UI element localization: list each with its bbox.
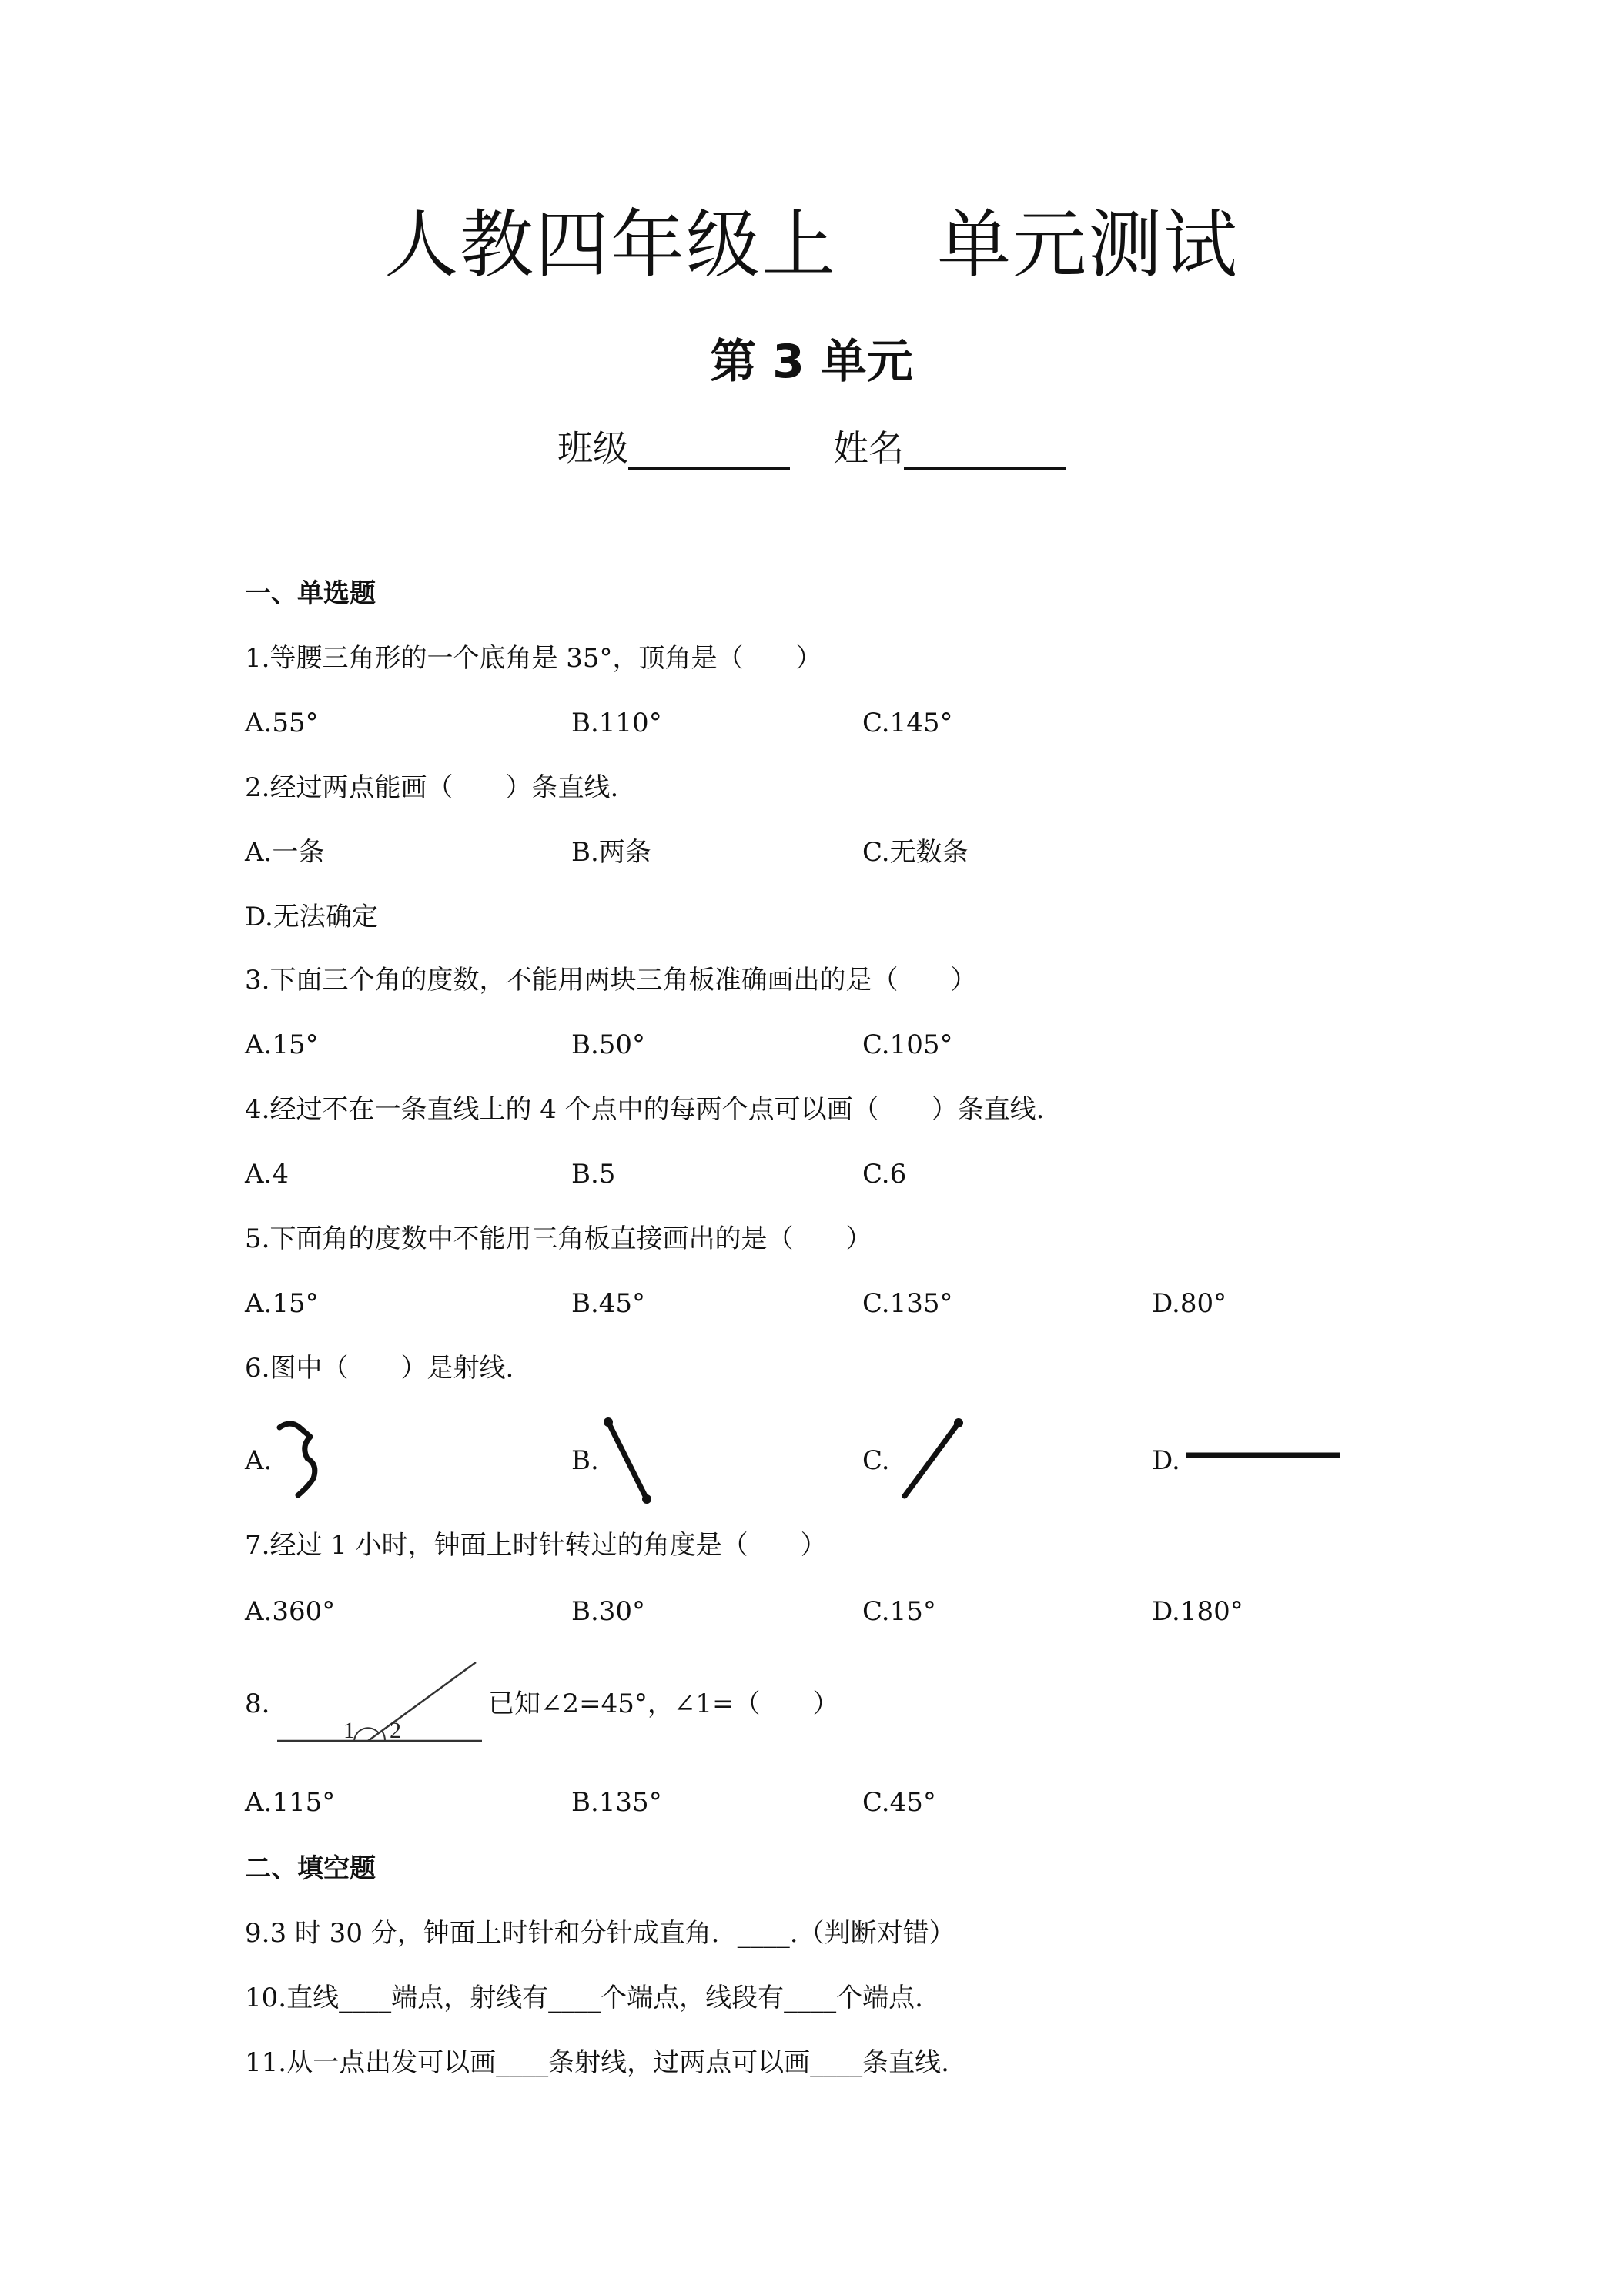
q7-option-c[interactable]: C.15°: [862, 1596, 936, 1627]
name-label: 姓名: [833, 427, 904, 469]
q2-option-c[interactable]: C.无数条: [862, 837, 969, 868]
question-6: 6.图中（ ）是射线.: [245, 1353, 514, 1384]
page-title: [0, 202, 1623, 288]
q8-angle-2-label: 2: [390, 1718, 401, 1743]
question-4: 4.经过不在一条直线上的 4 个点中的每两个点可以画（ ）条直线.: [245, 1094, 1045, 1125]
question-3: 3.下面三个角的度数，不能用两块三角板准确画出的是（ ）: [245, 965, 977, 996]
question-1: 1.等腰三角形的一个底角是 35°，顶角是（ ）: [245, 643, 822, 674]
question-8-text: 已知∠2=45°，∠1=（ ）: [488, 1689, 839, 1719]
q8-option-c[interactable]: C.45°: [862, 1787, 936, 1818]
q5-option-b[interactable]: B.45°: [571, 1288, 646, 1319]
q1-option-a[interactable]: A.55°: [245, 708, 319, 738]
q6-option-d[interactable]: D.: [1152, 1445, 1180, 1476]
q7-option-a[interactable]: A.360°: [245, 1596, 336, 1627]
q6-option-c[interactable]: C.: [862, 1445, 890, 1476]
q6-ray-figure: [897, 1415, 966, 1504]
class-label: 班级: [557, 427, 628, 469]
q1-option-c[interactable]: C.145°: [862, 708, 953, 738]
question-2: 2.经过两点能画（ ）条直线.: [245, 772, 619, 803]
q2-option-d[interactable]: D.无法确定: [245, 902, 378, 932]
q6-line-figure: [1183, 1448, 1344, 1463]
q4-option-c[interactable]: C.6: [862, 1159, 907, 1190]
question-7: 7.经过 1 小时，钟面上时针转过的角度是（ ）: [245, 1530, 827, 1561]
title-left: 人教四年级上: [384, 202, 837, 288]
q7-option-b[interactable]: B.30°: [571, 1596, 646, 1627]
student-info-line: [0, 427, 1623, 470]
q5-option-d[interactable]: D.80°: [1152, 1288, 1227, 1319]
q3-option-c[interactable]: C.105°: [862, 1029, 953, 1060]
question-9: 9.3 时 30 分，钟面上时针和分针成直角．____.（判断对错）: [245, 1918, 955, 1949]
q4-option-a[interactable]: A.4: [245, 1159, 289, 1190]
name-blank[interactable]: [904, 433, 1066, 470]
q6-option-b[interactable]: B.: [571, 1445, 599, 1476]
q6-segment-figure: [601, 1413, 654, 1509]
unit-subtitle: 第 3 单元: [710, 335, 913, 389]
section-heading-fill-in: 二、填空题: [245, 1853, 376, 1884]
q3-option-b[interactable]: B.50°: [571, 1029, 646, 1060]
section-heading-single-choice: 一、单选题: [245, 578, 376, 609]
question-10: 10.直线____端点，射线有____个端点，线段有____个端点.: [245, 1983, 923, 2013]
class-blank[interactable]: [628, 433, 790, 470]
question-5: 5.下面角的度数中不能用三角板直接画出的是（ ）: [245, 1223, 872, 1254]
q6-option-a[interactable]: A.: [245, 1445, 273, 1476]
q4-option-b[interactable]: B.5: [571, 1159, 616, 1190]
q2-option-b[interactable]: B.两条: [571, 837, 651, 868]
q8-option-b[interactable]: B.135°: [571, 1787, 662, 1818]
title-right: 单元测试: [937, 202, 1239, 288]
q2-option-a[interactable]: A.一条: [245, 837, 325, 868]
q5-option-a[interactable]: A.15°: [245, 1288, 319, 1319]
q8-angle-1-label: 1: [343, 1718, 355, 1743]
q6-curve-figure: [273, 1417, 343, 1501]
q8-option-a[interactable]: A.115°: [245, 1787, 336, 1818]
q7-option-d[interactable]: D.180°: [1152, 1596, 1243, 1627]
q3-option-a[interactable]: A.15°: [245, 1029, 319, 1060]
question-8-number: 8.: [245, 1689, 270, 1719]
q8-angle-figure: [277, 1659, 485, 1752]
q1-option-b[interactable]: B.110°: [571, 708, 662, 738]
question-11: 11.从一点出发可以画____条射线，过两点可以画____条直线.: [245, 2047, 949, 2078]
q5-option-c[interactable]: C.135°: [862, 1288, 953, 1319]
